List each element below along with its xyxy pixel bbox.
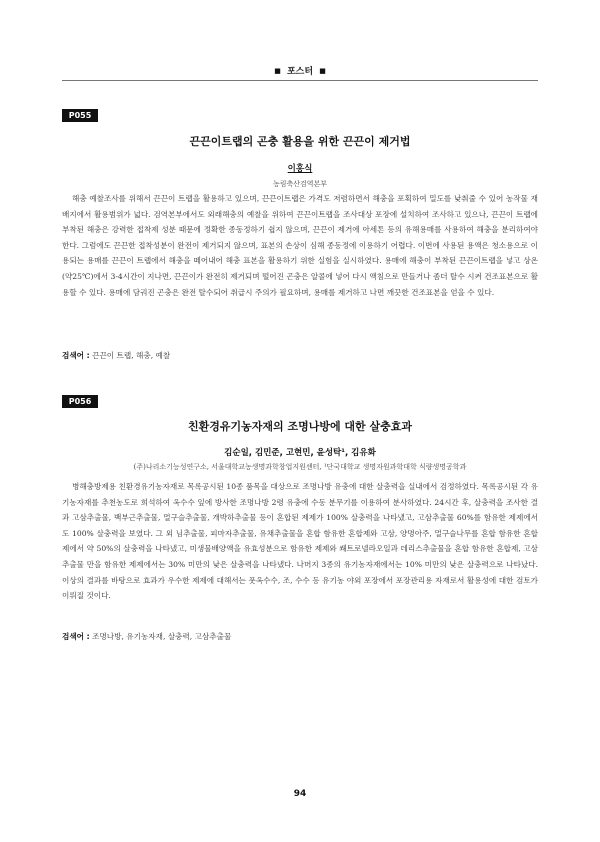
abstract-id-badge: P055 bbox=[62, 109, 98, 122]
section-title: 포스터 bbox=[286, 67, 314, 77]
abstract-body: 병해충방제용 친환경유기농자재로 목록공시된 10종 품목을 대상으로 조명나방 유충에 대한 살충력을 실내에서 검정하였다. 목록공시된 각 유기농자재를 추천농도로 희석하여 옥수수 잎에 방사한 조명나방 2령 유충에 수동 분무기를 이용하여 분사하였다. 24시간 후, 살충력을 조사한 결과 고삼추출물, 백부근추출물, 멀구슬추출물, 개박하추출물 등이 혼합된 제제가 100% 살충력을 나타냈고, 고삼추출물 60%를 함유한 제제에서도 100% 살충력을 보였다. 그 외 님추출물, 피마자추출물, 유채추출물을 혼합 함유한 혼합제와 고삼, 양명아주, 멀구슬나무를 혼합 함유한 혼합제에서 약 50%의 살충력을 나타냈고, 미생물배양액을 유효성분으로 함유한 제제와 쐐트로넬라오일과 데리스추출물을 혼합 함유한 혼합제, 고삼추출물 만을 함유한 제제에서는 30% 미만의 낮은 살충력을 나타냈다. 나머지 3종의 유기농자재에서는 10% 미만의 낮은 살충력으로 나타났다. 이상의 결과를 바탕으로 효과가 우수한 제제에 대해서는 풋옥수수, 조, 수수 등 유기농 야외 포장에서 포장관리용 자재로서 활용성에 대한 검토가 이뤄질 것이다. bbox=[62, 482, 538, 601]
abstract-authors: 이홍식 bbox=[287, 164, 313, 174]
square-marker-icon: ■ bbox=[319, 67, 326, 75]
keywords-line bbox=[62, 631, 538, 642]
abstract-body: 해충 예찰조사를 위해서 끈끈이 트랩을 활용하고 있으며, 끈끈이트랩은 가격도 저렴하면서 해충을 포획하여 밀도를 낮춰줄 수 있어 농작물 재배지에서 활용범위가 넓다. 검역본부에서도 외래해충의 예찰을 위하여 끈끈이트랩을 조사대상 포장에 설치하여 조사하고 있으나, 끈끈이 트랩에 부착된 해충은 강력한 접착제 성분 때문에 정확한 종동정하기 쉽지 않으며, 끈끈이 제거에 아세톤 등의 유해용매를 사용하여 해충을 분리하여야 한다. 그럼에도 끈끈한 접착성분이 완전이 제거되지 않으며, 표본의 손상이 심해 종동정에 이용하기 어렵다. 이번에 사용된 용액은 청소용으로 이용되는 용매를 끈끈이 트랩에서 해충을 떼어내어 해충 표본을 활용하기 위한 실험을 실시하였다. 용매에 해충이 부착된 끈끈이트랩을 넣고 상온(약25℃)에서 3-4시간이 지나면, 끈끈이가 완전히 제거되며 떨어진 곤충은 알콜에 넣어 다시 액침으로 만들거나 좀더 탈수 시켜 건조표본으로 활용할 수 있다. 용매에 담궈진 곤충은 완전 탈수되어 취급시 주의가 필요하며, 용매를 제거하고 나면 깨끗한 건조표본을 얻을 수 있다. bbox=[62, 194, 538, 297]
abstract-affiliation: 농림축산검역본부 bbox=[272, 180, 328, 188]
abstract-authors: 김순일, 김민준, 고현민, 윤성탁¹, 김유화 bbox=[224, 448, 376, 458]
keywords-value: 끈끈이 트랩, 해충, 예찰 bbox=[92, 351, 171, 360]
abstract-title: 친환경유기농자재의 조명나방에 대한 살충효과 bbox=[187, 420, 412, 433]
square-marker-icon: ■ bbox=[274, 67, 281, 75]
keywords-line bbox=[62, 350, 538, 361]
keywords-label: 검색어 : bbox=[62, 632, 90, 641]
abstract-id-badge: P056 bbox=[62, 395, 98, 408]
keywords-label: 검색어 : bbox=[62, 351, 90, 360]
abstract-title: 끈끈이트랩의 곤충 활용을 위한 끈끈이 제거법 bbox=[189, 135, 411, 148]
header-rule bbox=[62, 80, 538, 81]
keywords-value: 조명나방, 유기농자재, 살충력, 고삼추출물 bbox=[92, 632, 232, 641]
section-header bbox=[0, 64, 600, 77]
abstract-affiliation: (주)나리소기능성연구소, 서울대학교농생명과학창업지원센터, ¹단국대학교 생명자원과학대학 식량생명공학과 bbox=[133, 463, 467, 471]
page-number: 94 bbox=[293, 789, 307, 799]
